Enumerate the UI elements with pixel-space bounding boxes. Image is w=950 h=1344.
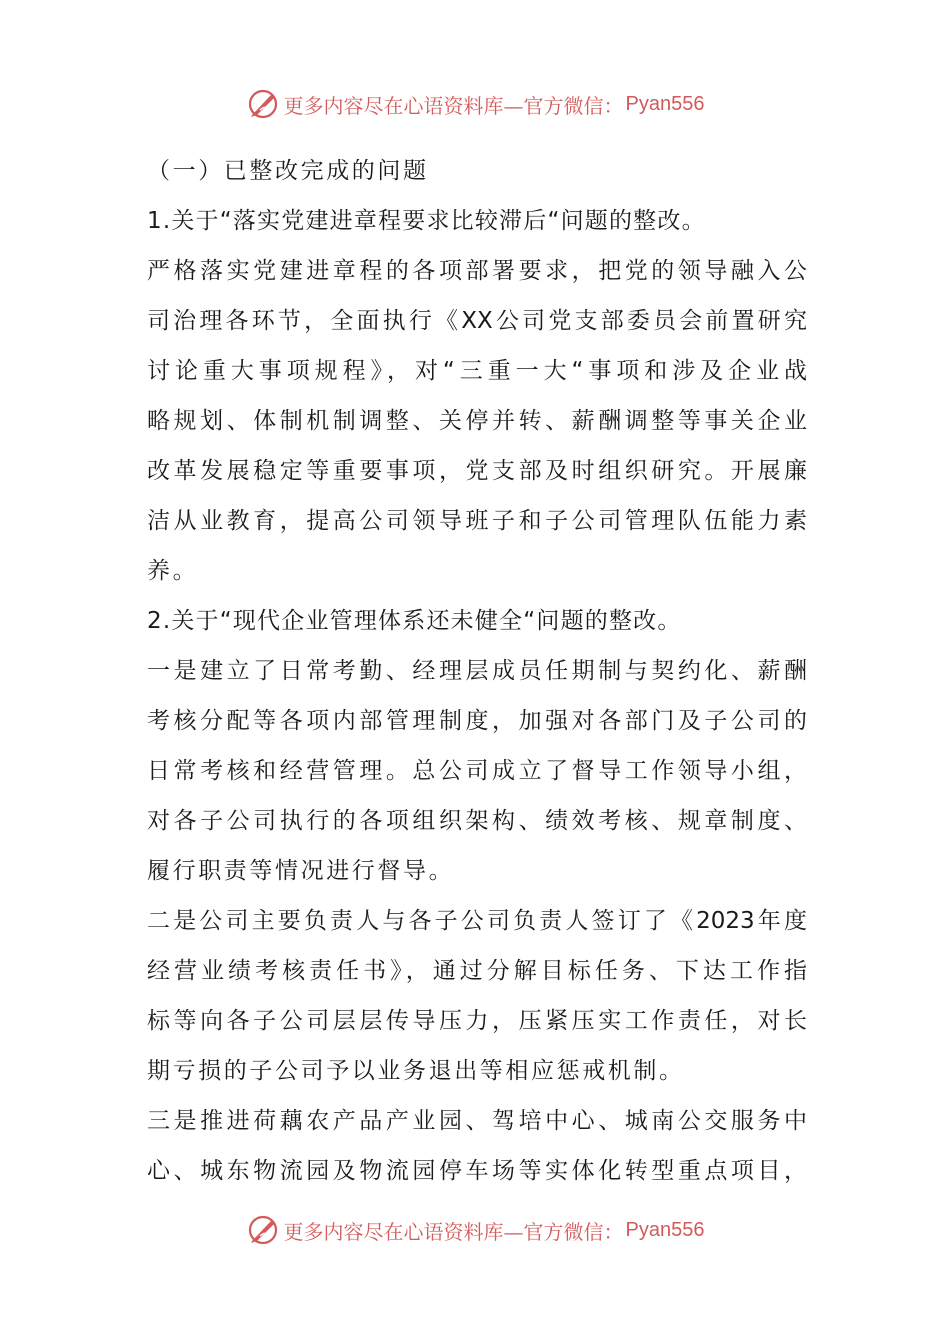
paragraph-line: 洁从业教育，提高公司领导班子和子公司管理队伍能力素 [147,508,807,534]
section-heading: （一）已整改完成的问题 [147,158,429,184]
paragraph-line: 日常考核和经营管理。总公司成立了督导工作领导小组， [147,758,807,784]
paragraph-line: 讨论重大事项规程》，对“三重一大“事项和涉及企业战 [147,358,807,384]
watermark-wechat-id: Pyan556 [625,92,705,115]
item-2-heading: 2.关于“现代企业管理体系还未健全“问题的整改。 [147,608,682,634]
watermark-footer [0,1210,950,1250]
item-1-heading: 1.关于“落实党建进章程要求比较滞后“问题的整改。 [147,208,706,234]
paragraph-line: 三是推进荷藕农产品产业园、驾培中心、城南公交服务中 [147,1108,807,1134]
paragraph-line: 一是建立了日常考勤、经理层成员任期制与契约化、薪酬 [147,658,807,684]
paragraph-line: 严格落实党建进章程的各项部署要求，把党的领导融入公 [147,258,807,284]
paragraph-line: 养。 [147,558,199,584]
paragraph-line: 履行职责等情况进行督导。 [147,858,455,884]
paragraph-line: 考核分配等各项内部管理制度，加强对各部门及子公司的 [147,708,807,734]
paragraph-line: 心、城东物流园及物流园停车场等实体化转型重点项目， [147,1158,807,1184]
paragraph-line: 期亏损的子公司予以业务退出等相应惩戒机制。 [147,1058,685,1084]
paragraph-line: 略规划、体制机制调整、关停并转、薪酬调整等事关企业 [147,408,807,434]
paragraph-line: 对各子公司执行的各项组织架构、绩效考核、规章制度、 [147,808,807,834]
pen-logo-icon [246,1213,280,1247]
paragraph-line: 经营业绩考核责任书》，通过分解目标任务、下达工作指 [147,958,807,984]
document-body [147,146,807,1196]
paragraph-line: 二是公司主要负责人与各子公司负责人签订了《2023年度 [147,908,807,934]
watermark-wechat-id: Pyan556 [625,1218,705,1241]
watermark-header [0,84,950,124]
watermark-text: 更多内容尽在心语资料库—官方微信： [283,1219,624,1244]
paragraph-line: 标等向各子公司层层传导压力，压紧压实工作责任，对长 [147,1008,807,1034]
paragraph-line: 改革发展稳定等重要事项，党支部及时组织研究。开展廉 [147,458,807,484]
watermark-text: 更多内容尽在心语资料库—官方微信： [283,93,624,118]
pen-logo-icon [246,87,280,121]
paragraph-line: 司治理各环节，全面执行《XX公司党支部委员会前置研究 [147,308,807,334]
